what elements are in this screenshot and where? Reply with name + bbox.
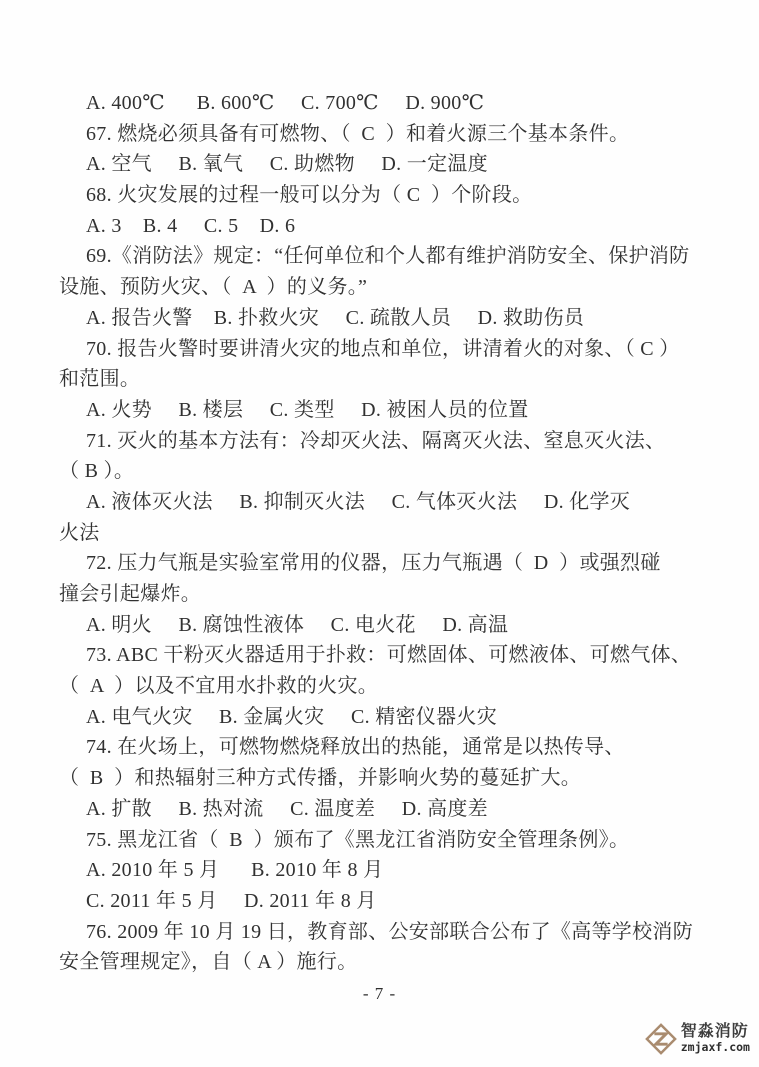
document-line: A. 2010 年 5 月 B. 2010 年 8 月	[86, 859, 384, 882]
document-line: 70. 报告火警时要讲清火灾的地点和单位，讲清着火的对象、（ C ）	[86, 337, 680, 360]
question-text-block	[59, 88, 709, 978]
document-line: 67. 燃烧必须具备有可燃物、（ C ）和着火源三个基本条件。	[86, 122, 630, 145]
document-line: A. 扩散 B. 热对流 C. 温度差 D. 高度差	[86, 797, 488, 820]
brand-logo	[645, 1022, 750, 1056]
document-line: 68. 火灾发展的过程一般可以分为（ C ）个阶段。	[86, 184, 533, 207]
document-line: 和范围。	[59, 368, 141, 391]
document-line: （ B ）。	[59, 460, 135, 483]
document-line: 71. 灭火的基本方法有：冷却灭火法、隔离灭火法、窒息灭火法、	[86, 429, 666, 452]
document-line: A. 火势 B. 楼层 C. 类型 D. 被困人员的位置	[86, 398, 529, 421]
document-line: （ A ）以及不宜用水扑救的火灾。	[59, 675, 379, 698]
page-number: - 7 -	[362, 984, 397, 1003]
document-line: A. 3 B. 4 C. 5 D. 6	[86, 214, 296, 237]
document-line: （ B ）和热辐射三种方式传播，并影响火势的蔓延扩大。	[59, 767, 582, 790]
document-line: A. 空气 B. 氧气 C. 助燃物 D. 一定温度	[86, 153, 488, 176]
document-line: C. 2011 年 5 月 D. 2011 年 8 月	[86, 889, 377, 912]
document-line: A. 报告火警 B. 扑救火灾 C. 疏散人员 D. 救助伤员	[86, 306, 585, 329]
document-line: 76. 2009 年 10 月 19 日，教育部、公安部联合公布了《高等学校消防	[86, 920, 693, 943]
document-line: 69.《消防法》规定：“任何单位和个人都有维护消防安全、保护消防	[86, 245, 690, 268]
document-line: A. 电气火灾 B. 金属火灾 C. 精密仪器火灾	[86, 705, 498, 728]
document-line: A. 液体灭火法 B. 抑制灭火法 C. 气体灭火法 D. 化学灭	[86, 490, 631, 513]
document-line: A. 400℃ B. 600℃ C. 700℃ D. 900℃	[86, 92, 485, 114]
document-line: 安全管理规定》，自（ A ）施行。	[59, 951, 358, 974]
document-line: 撞会引起爆炸。	[59, 583, 202, 605]
document-line: A. 明火 B. 腐蚀性液体 C. 电火花 D. 高温	[86, 613, 509, 636]
brand-text	[681, 1024, 750, 1054]
brand-name: 智淼消防	[680, 1023, 749, 1041]
zm-diamond-logo-icon	[645, 1022, 677, 1056]
document-line: 73. ABC 干粉灭火器适用于扑救：可燃固体、可燃液体、可燃气体、	[86, 644, 692, 667]
document-line: 74. 在火场上，可燃物燃烧释放出的热能，通常是以热传导、	[86, 736, 625, 759]
document-line: 72. 压力气瓶是实验室常用的仪器，压力气瓶遇（ D ）或强烈碰	[86, 552, 661, 575]
document-line: 设施、预防火灾、（ A ）的义务。”	[59, 276, 368, 299]
brand-domain: zmjaxf.com	[680, 1040, 750, 1055]
document-line: 火法	[59, 521, 100, 544]
document-line: 75. 黑龙江省（ B ）颁布了《黑龙江省消防安全管理条例》。	[86, 828, 630, 851]
